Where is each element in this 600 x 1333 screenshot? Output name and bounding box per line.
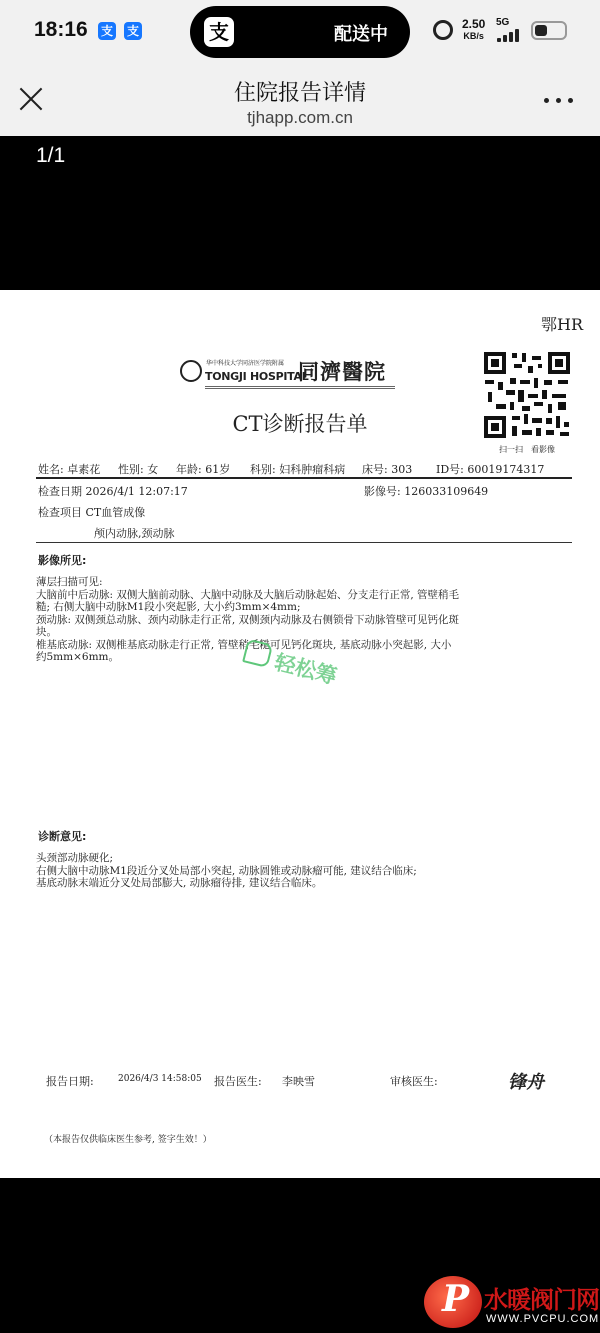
report-date-label: 报告日期: bbox=[46, 1075, 94, 1088]
brand-logo-icon: P bbox=[424, 1276, 482, 1328]
reviewer-label: 审核医生: bbox=[390, 1075, 438, 1088]
page-title: 住院报告详情 bbox=[233, 81, 366, 106]
logo-divider bbox=[205, 386, 395, 389]
diagnosis-heading: 诊断意见: bbox=[38, 830, 87, 843]
live-activity-pill[interactable] bbox=[190, 6, 410, 58]
alipay-notification-icon: 支 bbox=[124, 22, 142, 40]
alarm-icon bbox=[433, 20, 453, 40]
patient-age: 年龄: 61岁 bbox=[176, 463, 231, 476]
qr-code-icon[interactable] bbox=[482, 350, 572, 440]
disclaimer: （本报告仅供临床医生参考, 签字生效！） bbox=[44, 1135, 212, 1145]
nav-bar bbox=[0, 62, 600, 136]
hospital-logo-en: TONGJI HOSPITAL bbox=[205, 370, 309, 383]
exam-date: 检查日期 2026/4/1 12:07:17 bbox=[38, 485, 188, 498]
doctor-name: 李映雪 bbox=[282, 1075, 315, 1088]
diagnosis-text: 头颈部动脉硬化; 右侧大脑中动脉M1段近分叉处局部小突起, 动脉圆锥或动脉瘤可能, 建议结合临床; 基底动脉末端近分叉处局部膨大, 动脉瘤待排, 建议结合临床。 bbox=[36, 852, 417, 889]
exam-item: 检查项目 CT血管成像 bbox=[38, 506, 146, 519]
report-title: CT诊断报告单 bbox=[232, 412, 368, 436]
hospital-logo-small: 华中科技大学同济医学院附属 bbox=[206, 360, 285, 367]
findings-text: 薄层扫描可见: 大脑前中后动脉: 双侧大脑前动脉、大脑中动脉及大脑后动脉起始、分支走行正常, 管壁稍毛 糙; 右侧大脑中动脉M1段小突起影, 大小约3mm×4mm; 颈动脉: 双侧颈总动脉、颈内动脉走行正常, 双侧颈内动脉及右侧锁骨下动脉管壁可见钙化斑 块。 椎基底动脉: 双侧椎基底动脉走行正常, 管壁稍毛糙可见钙化斑块, 基底动脉小突起影, 大小 约5mm×6mm。 bbox=[36, 576, 460, 663]
page-indicator: 1/1 bbox=[36, 144, 66, 167]
divider bbox=[36, 542, 572, 543]
image-number: 影像号: 126033109649 bbox=[364, 485, 489, 498]
patient-bed: 床号: 303 bbox=[362, 463, 413, 476]
site-watermark-logo bbox=[418, 1272, 600, 1333]
findings-heading: 影像所见: bbox=[38, 554, 87, 567]
report-document[interactable] bbox=[0, 290, 600, 1178]
reviewer-signature: 锋舟 bbox=[508, 1072, 544, 1093]
divider bbox=[36, 477, 572, 479]
hospital-emblem-icon bbox=[180, 360, 202, 382]
alipay-notification-icon: 支 bbox=[98, 22, 116, 40]
network-speed: 2.50 KB/s bbox=[462, 17, 486, 41]
network-type: 5G bbox=[496, 17, 510, 28]
qr-caption: 扫一扫 看影像 bbox=[499, 445, 555, 454]
corner-mark: 鄂HR bbox=[541, 315, 584, 334]
patient-id: ID号: 60019174317 bbox=[436, 463, 545, 476]
doctor-label: 报告医生: bbox=[214, 1075, 262, 1088]
battery-icon bbox=[531, 21, 567, 40]
signal-icon bbox=[497, 28, 525, 42]
status-time: 18:16 bbox=[34, 18, 88, 41]
status-bar bbox=[0, 0, 600, 62]
watermark-icon bbox=[242, 638, 273, 668]
brand-name: 水暖阀门网 bbox=[484, 1286, 599, 1314]
watermark: 轻松筹 bbox=[234, 638, 372, 718]
alipay-icon: 支 bbox=[204, 17, 234, 47]
patient-dept: 科别: 妇科肿瘤科病 bbox=[250, 463, 346, 476]
live-activity-text: 配送中 bbox=[334, 24, 388, 45]
hospital-logo-cn: 同濟醫院 bbox=[298, 359, 386, 384]
patient-name: 姓名: 卓素花 bbox=[38, 463, 101, 476]
page-domain: tjhapp.com.cn bbox=[247, 108, 353, 127]
brand-url: WWW.PVCPU.COM bbox=[486, 1313, 600, 1325]
exam-parts: 颅内动脉,颈动脉 bbox=[94, 527, 175, 540]
report-date: 2026/4/3 14:58:05 bbox=[118, 1074, 202, 1084]
more-icon[interactable] bbox=[544, 98, 574, 104]
patient-sex: 性别: 女 bbox=[118, 463, 159, 476]
